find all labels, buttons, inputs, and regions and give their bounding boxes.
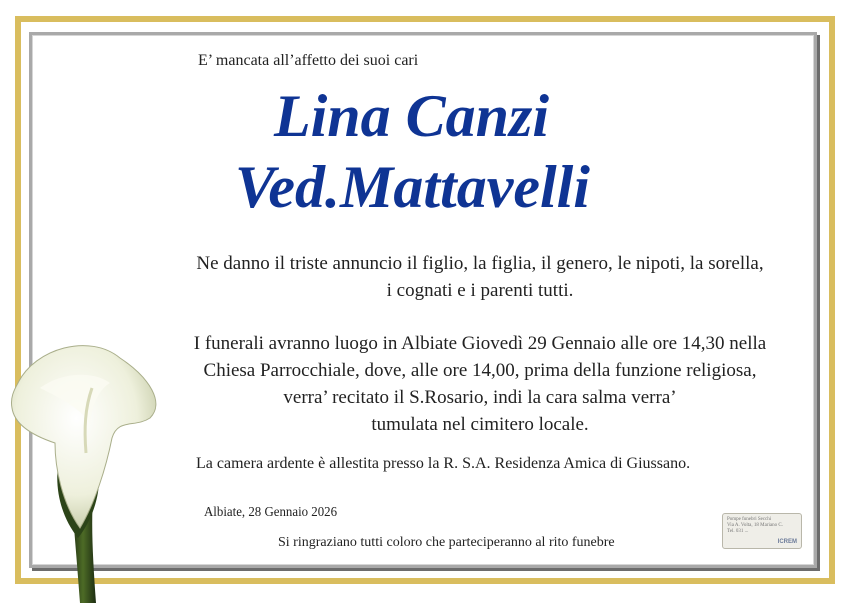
stamp-line: Via A. Volta, 18 Mariano C. (727, 523, 783, 528)
deceased-married-name: Ved.Mattavelli (235, 154, 590, 220)
calla-lily-image (0, 328, 170, 603)
funeral-line: I funerali avranno luogo in Albiate Giovedì 29 Gennaio alle ore 14,30 nella (193, 333, 767, 354)
thanks-text: Si ringraziano tutti coloro che parteciperanno al rito funebre (278, 535, 615, 550)
funeral-line: tumulata nel cimitero locale. (371, 414, 589, 435)
announcement-paragraph (160, 250, 800, 304)
camera-ardente-text: La camera ardente è allestita presso la R. S.A. Residenza Amica di Giussano. (196, 455, 691, 472)
stamp-logo: ICREM (777, 539, 797, 545)
funeral-line: Chiesa Parrocchiale, dove, alle ore 14,00, prima della funzione religiosa, (203, 360, 757, 381)
place-date: Albiate, 28 Gennaio 2026 (204, 505, 338, 520)
funeral-line: verra’ recitato il S.Rosario, indi la cara salma verra’ (283, 387, 677, 408)
stamp-line: Tel. 031 ... (727, 529, 749, 534)
announcement-line: Ne danno il triste annuncio il figlio, la figlia, il genero, le nipoti, la sorella, (196, 253, 764, 274)
stamp-line: Pompe funebri Secchi (727, 517, 772, 522)
funeral-paragraph (160, 330, 800, 438)
funeral-home-stamp (722, 513, 802, 549)
announcement-line: i cognati e i parenti tutti. (386, 280, 574, 301)
deceased-name: Lina Canzi (273, 83, 550, 149)
intro-text: E’ mancata all’affetto dei suoi cari (198, 52, 419, 69)
